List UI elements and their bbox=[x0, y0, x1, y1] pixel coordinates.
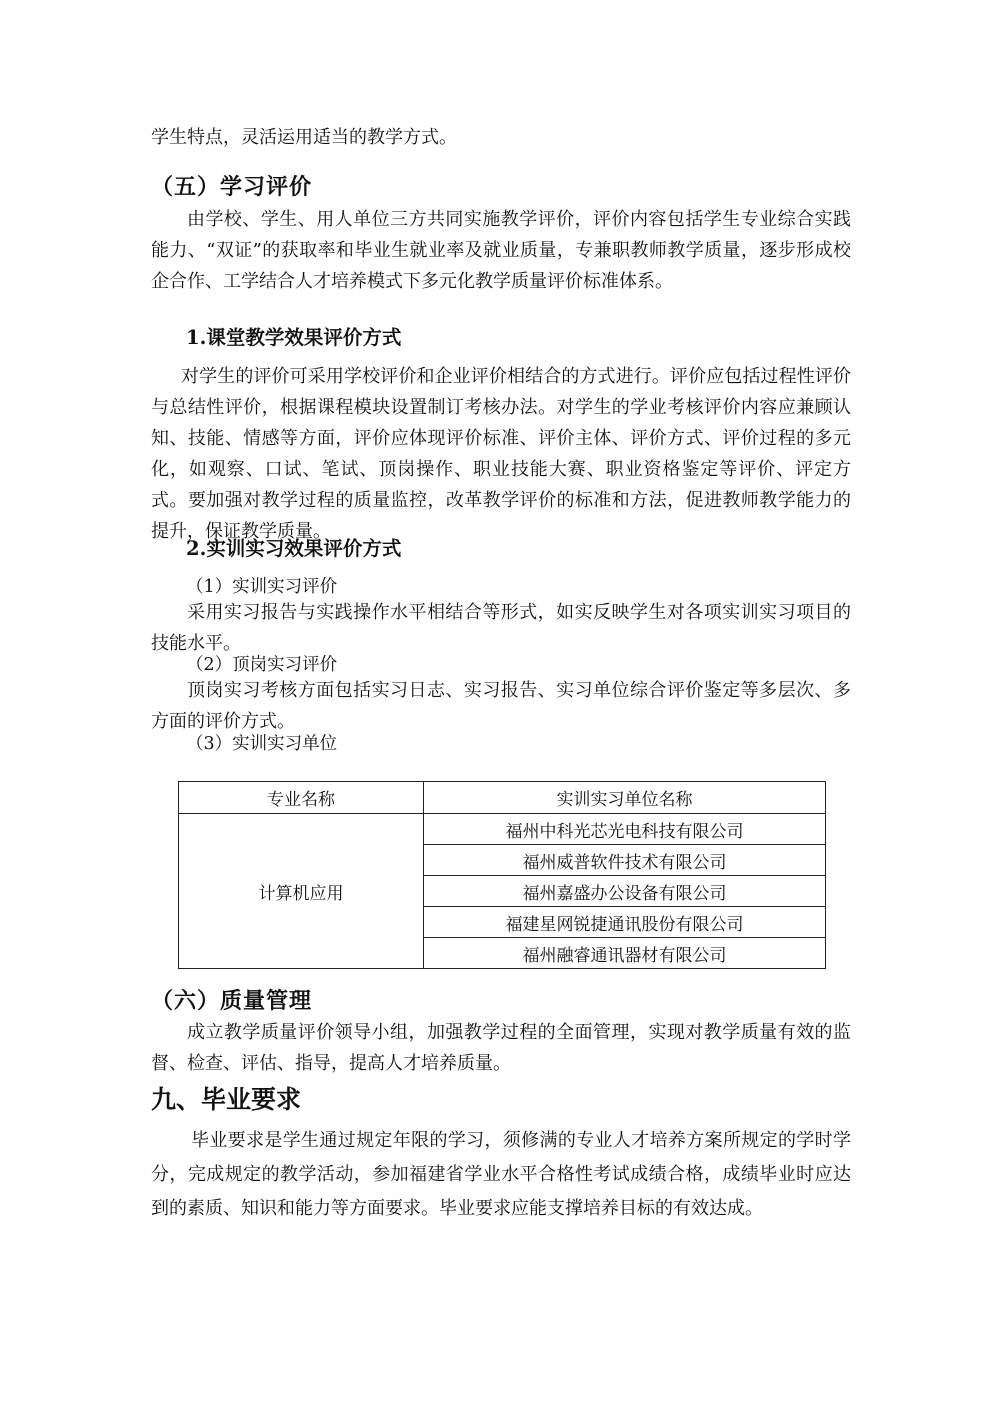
intro-tail-text: 学生特点，灵活运用适当的教学方式。 bbox=[151, 127, 457, 148]
section5-heading: （五）学习评价 bbox=[151, 174, 313, 200]
table-cell-unit: 福州威普软件技术有限公司 bbox=[424, 845, 826, 876]
table-header-row bbox=[179, 782, 826, 814]
section6-paragraph: 成立教学质量评价领导小组，加强教学过程的全面管理，实现对教学质量有效的监督、检查、评估、指导，提高人才培养质量。 bbox=[151, 1022, 851, 1074]
sub2-item2-paragraph: 顶岗实习考核方面包括实习日志、实习报告、实习单位综合评价鉴定等多层次、多方面的评价方式。 bbox=[151, 680, 851, 732]
table-header-major: 专业名称 bbox=[179, 782, 424, 814]
sub1-paragraph: 对学生的评价可采用学校评价和企业评价相结合的方式进行。评价应包括过程性评价与总结性评价，根据课程模块设置制订考核办法。对学生的学业考核评价内容应兼顾认知、技能、情感等方面，评价应体现评价标准、评价主体、评价方式、评价过程的多元化，如观察、口试、笔试、顶岗操作、职业技能大赛、职业资格鉴定等评价、评定方式。要加强对教学过程的质量监控，改革教学评价的标准和方法，促进教师教学能力的提升，保证教学质量。 bbox=[151, 366, 851, 542]
section6-heading: （六）质量管理 bbox=[151, 988, 313, 1014]
table-cell-major: 计算机应用 bbox=[179, 814, 424, 969]
section9-heading: 九、毕业要求 bbox=[151, 1085, 302, 1114]
table-cell-unit: 福州嘉盛办公设备有限公司 bbox=[424, 876, 826, 907]
internship-units-table bbox=[178, 781, 826, 969]
sub2-item1-label: （1）实训实习评价 bbox=[186, 577, 338, 597]
table-cell-unit: 福州融睿通讯器材有限公司 bbox=[424, 938, 826, 969]
table-cell-unit: 福州中科光芯光电科技有限公司 bbox=[424, 814, 826, 845]
sub2-heading: 2.实训实习效果评价方式 bbox=[186, 537, 402, 560]
sub2-item2-label: （2）顶岗实习评价 bbox=[186, 655, 338, 675]
table-cell-unit: 福建星网锐捷通讯股份有限公司 bbox=[424, 907, 826, 938]
sub2-item3-label: （3）实训实习单位 bbox=[186, 734, 338, 754]
section9-paragraph: 毕业要求是学生通过规定年限的学习，须修满的专业人才培养方案所规定的学时学分，完成规定的教学活动，参加福建省学业水平合格性考试成绩合格，成绩毕业时应达到的素质、知识和能力等方面要求。毕业要求应能支撑培养目标的有效达成。 bbox=[151, 1130, 851, 1219]
table-row bbox=[179, 814, 826, 845]
sub1-heading: 1.课堂教学效果评价方式 bbox=[186, 326, 402, 349]
section5-paragraph: 由学校、学生、用人单位三方共同实施教学评价，评价内容包括学生专业综合实践能力、“双证”的获取率和毕业生就业率及就业质量，专兼职教师教学质量，逐步形成校企合作、工学结合人才培养模式下多元化教学质量评价标准体系。 bbox=[151, 209, 851, 292]
table-header-unit: 实训实习单位名称 bbox=[424, 782, 826, 814]
sub2-item1-paragraph: 采用实习报告与实践操作水平相结合等形式，如实反映学生对各项实训实习项目的技能水平。 bbox=[151, 602, 851, 654]
